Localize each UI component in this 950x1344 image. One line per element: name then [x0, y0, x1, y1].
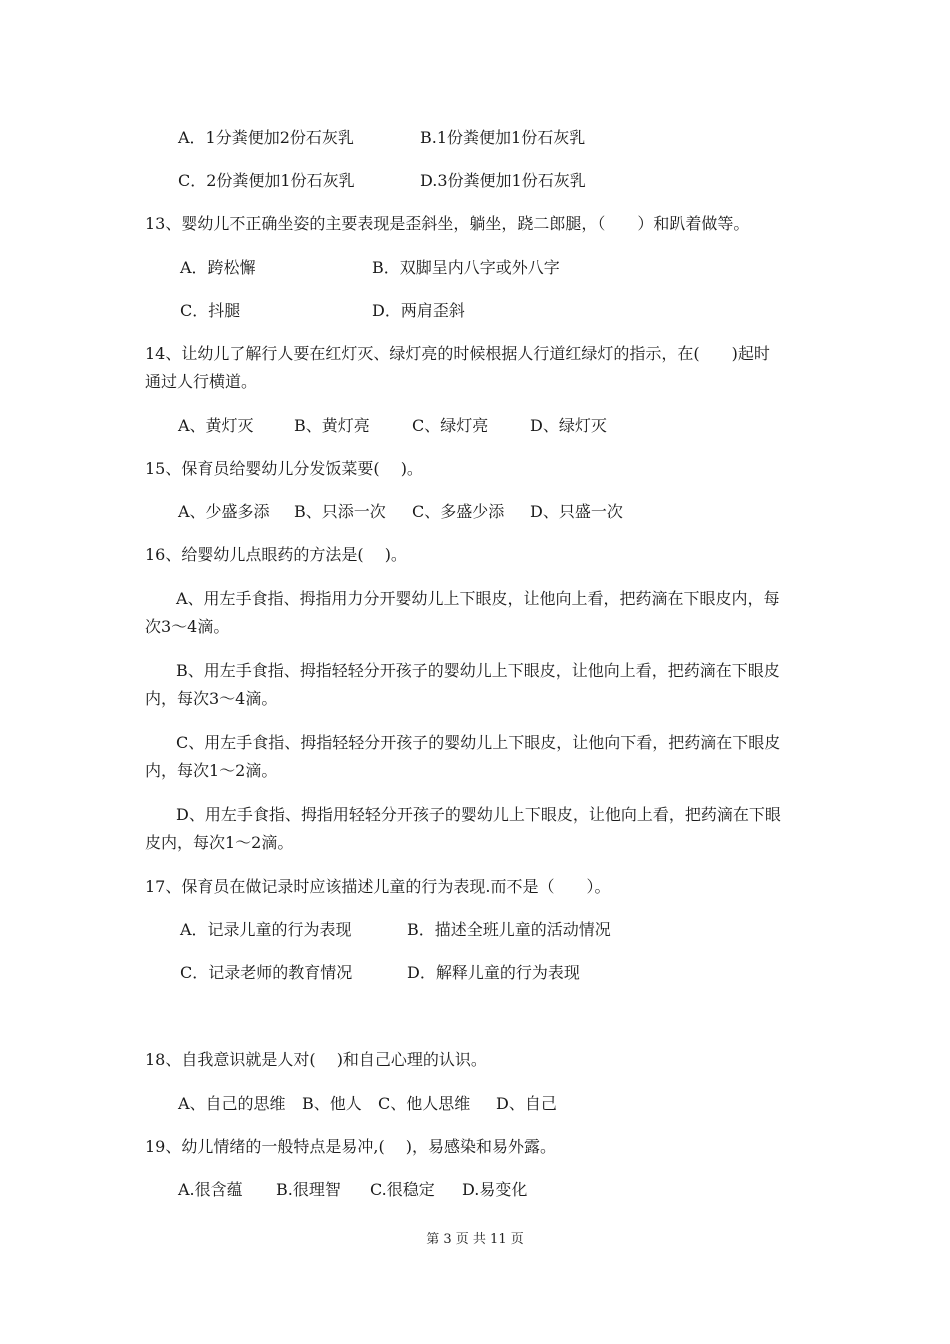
- q18-option-c: C、他人思维: [378, 1094, 471, 1113]
- q16-option-a-line1: A、用左手食指、拇指用力分开婴幼儿上下眼皮，让他向上看，把药滴在下眼皮内，每: [176, 589, 780, 608]
- q14-stem-line1: 14、让幼儿了解行人要在红灯灭、绿灯亮的时候根据人行道红绿灯的指示，在( )起时: [145, 344, 770, 363]
- q16-option-c-line1: C、用左手食指、拇指轻轻分开孩子的婴幼儿上下眼皮，让他向下看，把药滴在下眼皮: [176, 733, 781, 752]
- q16-option-d-line2: 皮内，每次1～2滴。: [145, 833, 294, 852]
- q19-option-d: D.易变化: [462, 1180, 528, 1199]
- q16-option-b-line2: 内，每次3～4滴。: [145, 689, 278, 708]
- q13-stem: 13、婴幼儿不正确坐姿的主要表现是歪斜坐，躺坐，跷二郎腿，（ ）和趴着做等。: [145, 214, 750, 233]
- q18-option-d: D、自己: [496, 1094, 557, 1113]
- q13-option-d: D．两肩歪斜: [372, 301, 465, 320]
- q15-option-d: D、只盛一次: [530, 502, 623, 521]
- q14-stem-line2: 通过人行横道。: [145, 372, 258, 391]
- q19-option-a: A.很含蕴: [178, 1180, 243, 1199]
- q18-option-b: B、他人: [302, 1094, 362, 1113]
- q15-option-b: B、只添一次: [294, 502, 386, 521]
- q12-option-a: A．1分粪便加2份石灰乳: [178, 128, 354, 147]
- q14-option-c: C、绿灯亮: [412, 416, 489, 435]
- q14-option-d: D、绿灯灭: [530, 416, 607, 435]
- q15-option-c: C、多盛少添: [412, 502, 505, 521]
- page-footer: 第 3 页 共 11 页: [426, 1232, 524, 1247]
- q16-option-c-line2: 内，每次1～2滴。: [145, 761, 278, 780]
- q16-option-d-line1: D、用左手食指、拇指用轻轻分开孩子的婴幼儿上下眼皮，让他向上看，把药滴在下眼: [176, 805, 781, 824]
- q16-stem: 16、给婴幼儿点眼药的方法是( )。: [145, 545, 407, 564]
- q13-option-b: B．双脚呈内八字或外八字: [372, 258, 560, 277]
- q17-stem: 17、保育员在做记录时应该描述儿童的行为表现.而不是（ ）。: [145, 877, 611, 896]
- q19-stem: 19、幼儿情绪的一般特点是易冲,( )，易感染和易外露。: [145, 1137, 557, 1156]
- q13-option-a: A．跨松懈: [180, 258, 256, 277]
- q18-stem: 18、自我意识就是人对( )和自己心理的认识。: [145, 1050, 487, 1069]
- q19-option-b: B.很理智: [276, 1180, 341, 1199]
- q14-option-a: A、黄灯灭: [178, 416, 254, 435]
- q12-option-b: B.1份粪便加1份石灰乳: [420, 128, 586, 147]
- q13-option-c: C．抖腿: [180, 301, 241, 320]
- q12-option-d: D.3份粪便加1份石灰乳: [420, 171, 586, 190]
- q17-option-c: C．记录老师的教育情况: [180, 963, 353, 982]
- q15-option-a: A、少盛多添: [178, 502, 270, 521]
- q16-option-b-line1: B、用左手食指、拇指轻轻分开孩子的婴幼儿上下眼皮，让他向上看，把药滴在下眼皮: [176, 661, 780, 680]
- q17-option-b: B．描述全班儿童的活动情况: [407, 920, 611, 939]
- q18-option-a: A、自己的思维: [178, 1094, 286, 1113]
- q15-stem: 15、保育员给婴幼儿分发饭菜要( )。: [145, 459, 423, 478]
- q14-option-b: B、黄灯亮: [294, 416, 370, 435]
- q12-option-c: C．2份粪便加1份石灰乳: [178, 171, 355, 190]
- q17-option-a: A．记录儿童的行为表现: [180, 920, 352, 939]
- q19-option-c: C.很稳定: [370, 1180, 435, 1199]
- q16-option-a-line2: 次3～4滴。: [145, 617, 230, 636]
- q17-option-d: D．解释儿童的行为表现: [407, 963, 580, 982]
